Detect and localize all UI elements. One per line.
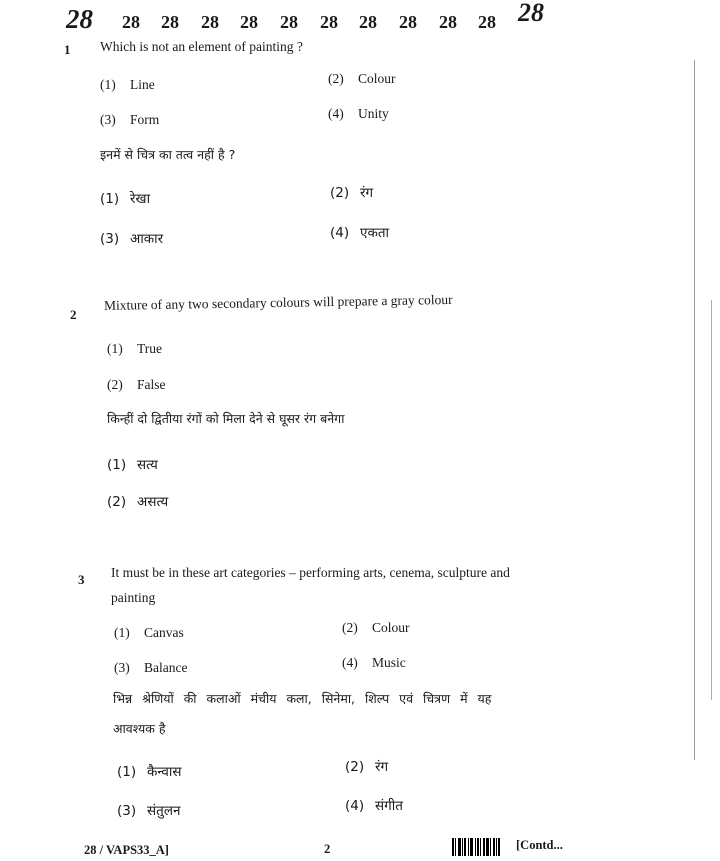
option-2-hi: (2) रंग [330,185,374,201]
question-number: 3 [78,572,85,587]
option-2: (2) False [107,377,166,392]
option-3: (3) Form [100,112,160,127]
question-text-en: It must be in these art categories – performing arts, cenema, sculpture and [111,565,510,580]
question-text-hi-cont: आवश्यक है [113,721,166,736]
option-4-hi: (4) संगीत [345,798,403,814]
paper-code: 28 [478,12,496,32]
option-1-hi: (1) सत्य [107,457,158,473]
option-3: (3) Balance [114,660,188,675]
paper-code: 28 [161,12,179,32]
paper-code: 28 [66,4,93,34]
scan-edge-line [694,60,695,760]
paper-code: 28 [359,12,377,32]
paper-code: 28 [320,12,338,32]
paper-code: 28 [122,12,140,32]
paper-code: 28 [399,12,417,32]
question-text-hi: किन्हीं दो द्वितीया रंगों को मिला देने से घूसर रंग बनेगा [107,411,345,426]
question-text-en-cont: painting [111,590,156,605]
paper-code: 28 [240,12,258,32]
paper-code-row [60,0,660,40]
option-2-hi: (2) रंग [345,759,389,775]
question-text-hi: इनमें से चित्र का तत्व नहीं है ? [100,147,236,162]
option-4-hi: (4) एकता [330,225,390,241]
question-text-hi: भिन्न श्रेणियों की कलाओं मंचीय कला, सिनेमा, शिल्प एवं चित्रण में यह [113,691,492,706]
option-1: (1) Canvas [114,625,184,640]
question-number: 2 [70,307,77,322]
paper-code: 28 [518,0,544,27]
option-2: (2) Colour [342,620,410,635]
footer-paper-code: 28 / VAPS33_A] [84,843,169,857]
scan-edge-line [711,300,712,700]
question-text-en: Which is not an element of painting ? [100,39,303,54]
option-1-hi: (1) कैन्वास [117,764,182,780]
page-number: 2 [324,842,331,856]
question-number: 1 [64,42,71,57]
paper-code: 28 [201,12,219,32]
paper-code: 28 [439,12,457,32]
option-3-hi: (3) संतुलन [117,803,181,819]
option-1-hi: (1) रेखा [100,191,151,207]
option-3-hi: (3) आकार [100,231,164,247]
option-1: (1) Line [100,77,155,92]
question-text-en: Mixture of any two secondary colours will prepare a gray colour [103,291,453,313]
option-1: (1) True [107,341,163,356]
option-2: (2) Colour [328,71,396,86]
option-2-hi: (2) असत्य [107,494,169,510]
option-4: (4) Unity [328,106,389,121]
option-4: (4) Music [342,655,406,670]
paper-code: 28 [280,12,298,32]
continued-label: [Contd... [516,838,563,852]
barcode-graphic [452,838,512,856]
